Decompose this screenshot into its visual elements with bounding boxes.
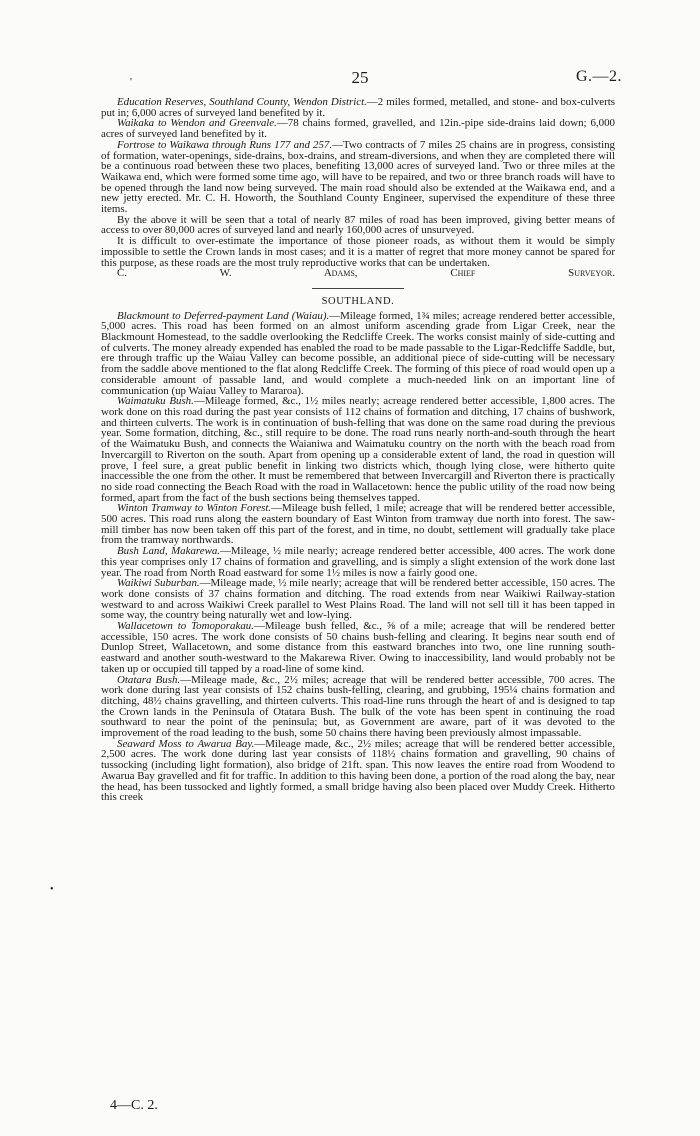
signature: C. W. Adams, Chief Surveyor.	[117, 267, 615, 280]
paragraph-body: It is difficult to over-estimate the importance of those pioneer roads, as without them it would be simply impossible to settle the Crown lands in most cases; and it is a matter of regret that more money cannot be spared for this purpose, as these roads are the most truly reproductive works that can be undertaken.	[101, 235, 615, 269]
paragraph-wallacetown	[101, 621, 615, 675]
paragraph-waikaka	[101, 118, 615, 139]
paragraph-body: —Mileage formed, &c., 1½ miles nearly; acreage rendered better accessible, 1,800 acres. The work done on this road during the past year consists of 112 chains of formation and ditching, 17 chains of bushwork, and thirteen culverts. The work is in continuation of bush-felling that was done on the same road during the previous year. Some formation, ditching, &c., still require to be done. The road runs nearly north-and-south through the heart of the Waimatuku Bush, and connects the Waianiwa and Waimatuku country on the north with the beach road from Invercargill to Riverton on the south. Apart from opening up a considerable extent of land, the road in question will prove, I feel sure, a great public benefit in linking two districts which, though lying close, were hitherto quite inaccessible the one from the other. It must be remembered that between Invercargill and Riverton there is practically no side road connecting the Beach Road with the road in Wallacetown: hence the public utility of the road now being formed, apart from the fact of the bush sections being themselves tapped.	[101, 395, 615, 504]
margin-mark: •	[50, 884, 54, 895]
page-header	[100, 68, 620, 90]
paragraph-title: Waimatuku Bush.	[117, 395, 194, 408]
document-reference: G.—2.	[575, 68, 622, 85]
margin-tick: '	[130, 76, 132, 88]
paragraph-importance	[101, 236, 615, 268]
paragraph-otatara	[101, 675, 615, 739]
paragraph-title: Seaward Moss to Awarua Bay.	[117, 737, 255, 750]
paragraph-title: Blackmount to Deferred-payment Land (Waiau).	[117, 309, 330, 322]
paragraph-title: Education Reserves, Southland County, Wendon District.	[117, 96, 367, 108]
paragraph-body: —Two contracts of 7 miles 25 chains are in progress, consisting of formation, water-openings, side-drains, box-drains, and stream-diversions, and when they are completed there will be a continuous road between these two places, benefiting 13,000 acres of surveyed land. Two or three miles at the Waikawa end, which were formed some time ago, will have to be repaired, and two or three branch roads will have to be opened through the land now being surveyed. The main road should also be extended at the Waikawa end, and a new jetty erected. Mr. C. H. Howorth, the Southland County Engineer, supervised the expenditure of these three items.	[101, 138, 615, 216]
page-number: 25	[351, 68, 369, 87]
paragraph-title: Wallacetown to Tomoporakau.	[117, 620, 254, 633]
paragraph-body: —Mileage made, &c., 2½ miles; acreage that will be rendered better accessible, 700 acres. The work done during last year consists of 152 chains bush-felling, clearing, and grubbing, 195¼ chains formation and ditching, 48½ chains gravelling, and thirteen culverts. This road-line runs through the heart of and is designed to tap the Crown lands in the Peninsula of Otatara Bush. The bulk of the vote has been spent in continuing the road southward to near the point of the peninsula; but, as Government are aware, part of it was devoted to the improvement of the road leading to the bush, some 50 chains there having been previously almost impassable.	[101, 673, 616, 740]
body-text	[101, 97, 615, 803]
paragraph-makarewa	[101, 546, 615, 578]
paragraph-body: —Mileage bush felled, 1 mile; acreage that will be rendered better accessible, 500 acres. This road runs along the eastern boundary of East Winton from tramway due north into forest. The saw-mill timber has now been taken off this part of the forest, and in time, no doubt, settlement will gradually take place from the tramway northwards.	[101, 502, 615, 547]
paragraph-body: —Mileage bush felled, &c., ⅝ of a mile; acreage that will be rendered better accessible, 150 acres. The work done consists of 50 chains bush-felling and clearing. It begins near south end of Dunlop Street, Wallacetown, and some distance from this eastward branches into two, one line running south-eastward and another south-westward to the Makarewa River. Owing to inaccessibility, land would probably not be taken up or occupied till tapped by a road-line of some kind.	[101, 620, 615, 675]
paragraph-body: —Mileage, ½ mile nearly; acreage rendered better accessible, 400 acres. The work done this year comprises only 17 chains of formation and gravelling, and is simply a slight extension of the work done last year. The road from North Road eastward for some 1½ miles is now a fairly good one.	[101, 545, 615, 579]
paragraph-waimatuku	[101, 396, 615, 503]
section-divider	[312, 288, 404, 289]
paragraph-title: Fortrose to Waikawa through Runs 177 and 257.	[117, 138, 333, 151]
paragraph-waikiwi	[101, 578, 615, 621]
signature-line	[101, 268, 615, 279]
paragraph-title: Otatara Bush.	[117, 673, 181, 686]
paragraph-body: —Mileage made, &c., 2½ miles; acreage that will be rendered better accessible, 2,500 acres. The work done during last year consists of 118½ chains formation and gravelling, 90 chains of tussocking (including light formation), also bridge of 21ft. span. This now leaves the entire road from Woodend to Awarua Bay gravelled and fit for traffic. In addition to this having been done, a portion of the road along the bay, near the head, has been tussocked and lightly formed, a small bridge having also been placed over Muddy Creek. Hitherto this creek	[101, 737, 615, 804]
paragraph-education-reserves	[101, 97, 615, 118]
paragraph-title: Waikiwi Suburban.	[117, 577, 200, 590]
paragraph-seaward-moss	[101, 739, 615, 803]
paragraph-body: —2 miles formed, metalled, and stone- and box-culverts put in; 6,000 acres of surveyed land benefited by it.	[101, 96, 615, 119]
paragraph-title: Bush Land, Makarewa.	[117, 545, 220, 558]
paragraph-title: Winton Tramway to Winton Forest.	[117, 502, 272, 515]
sheet-reference: 4—C. 2.	[110, 1098, 158, 1113]
paragraph-blackmount	[101, 311, 615, 397]
paragraph-total: By the above it will be seen that a total of nearly 87 miles of road has been improved, giving better means of access to over 80,000 acres of surveyed land and nearly 160,000 acres of unsurveyed.	[101, 213, 615, 237]
paragraph-fortrose	[101, 140, 615, 215]
paragraph-body: —Mileage made, ½ mile nearly; acreage that will be rendered better accessible, 150 acres. The work done consists of 37 chains formation and ditching. The road extends from near Waikiwi Railway-station westward to and across Waikiwi Creek parallel to West Plains Road. The land will not sell till it has been tapped in some way, the country being naturally wet and low-lying.	[101, 577, 615, 622]
section-heading-southland: SOUTHLAND.	[321, 295, 395, 307]
paragraph-body: —Mileage formed, 1¾ miles; acreage rendered better accessible, 5,000 acres. This road has been formed on an almost uniform ascending grade from Ligar Creek, near the Blackmount Homestead, to the saddle overlooking the Redcliffe Creek. The works consist mainly of side-cutting and of culverts. The money already expended has enabled the road to be made passable to the Ligar-Redcliffe Saddle, but, ere through traffic up the Waiau Valley can become possible, an additional piece of side-cutting will be necessary from the saddle above mentioned to the flat along Redcliffe Creek. The forming of this piece of road would open up a considerable amount of passable land, and would complete a much-needed link on an important line of communication (up Waiau Valley to Mararoa).	[101, 309, 615, 397]
paragraph-title: Waikaka to Wendon and Greenvale.	[117, 117, 277, 130]
paragraph-body: —78 chains formed, gravelled, and 12in.-pipe side-drains laid down; 6,000 acres of surveyed land benefited by it.	[101, 117, 615, 141]
paragraph-winton	[101, 503, 615, 546]
